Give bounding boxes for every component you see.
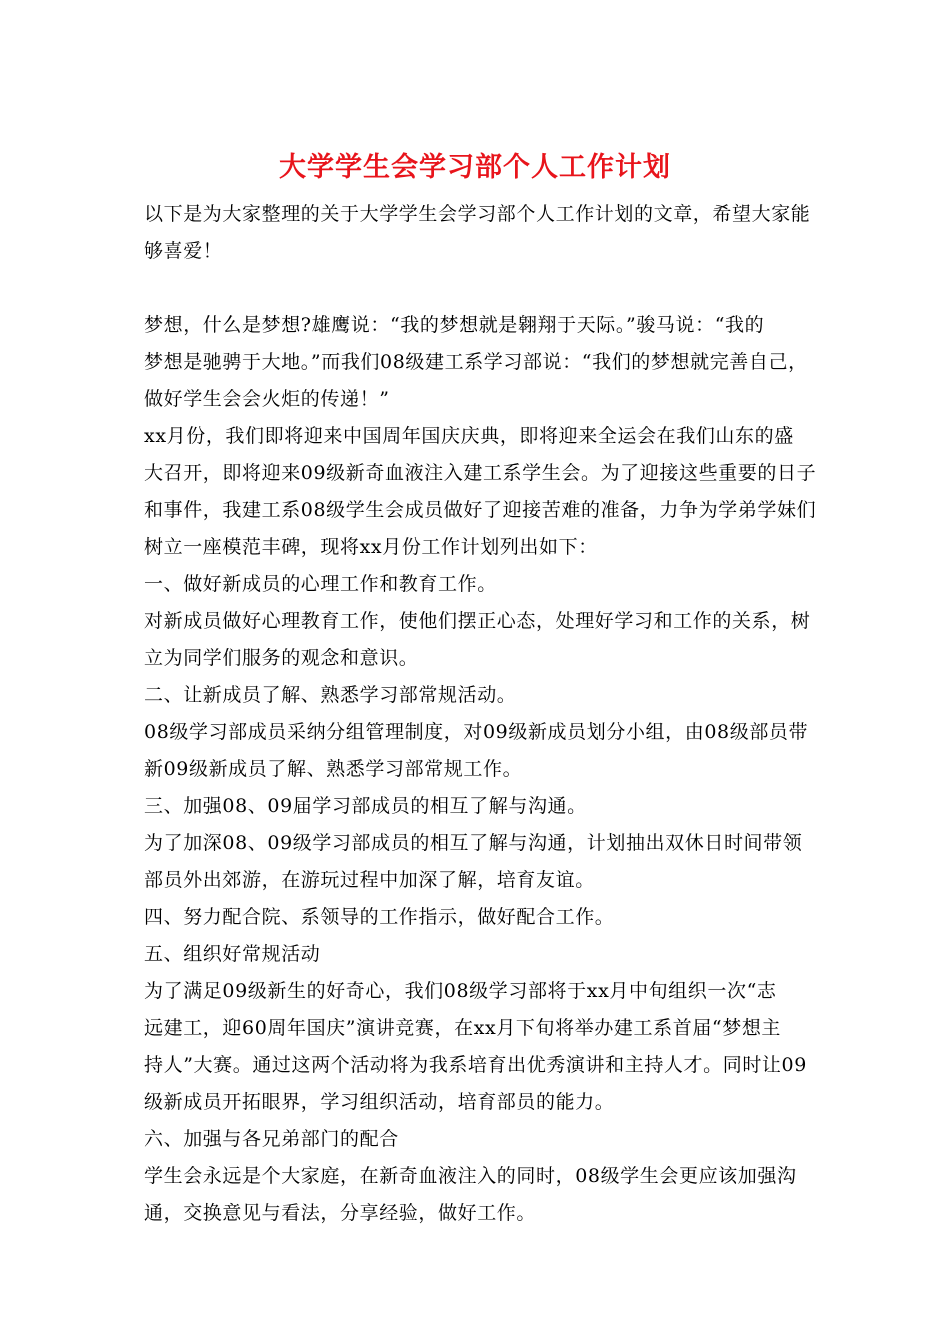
paragraph-line: 六、加强与各兄弟部门的配合	[144, 1128, 399, 1150]
paragraph-line: 够喜爱！	[144, 240, 223, 262]
paragraph-line: 树立一座模范丰碑，现将xx月份工作计划列出如下：	[144, 536, 598, 558]
paragraph-line: 级新成员开拓眼界，学习组织活动，培育部员的能力。	[144, 1091, 615, 1113]
paragraph-line: 部员外出郊游，在游玩过程中加深了解，培育友谊。	[144, 869, 595, 891]
paragraph-line: 四、努力配合院、系领导的工作指示，做好配合工作。	[144, 906, 615, 928]
paragraph-line: 立为同学们服务的观念和意识。	[144, 647, 419, 669]
paragraph-line: 为了加深08、09级学习部成员的相互了解与沟通，计划抽出双休日时间带领	[144, 832, 803, 854]
document-title: 大学学生会学习部个人工作计划	[279, 152, 671, 183]
paragraph-line: 梦想是驰骋于大地。”而我们08级建工系学习部说：“我们的梦想就完善自己，	[144, 351, 808, 373]
paragraph-line: 对新成员做好心理教育工作，使他们摆正心态，处理好学习和工作的关系，树	[144, 610, 811, 632]
paragraph-line: 以下是为大家整理的关于大学学生会学习部个人工作计划的文章，希望大家能	[144, 203, 811, 225]
paragraph-line: 为了满足09级新生的好奇心，我们08级学习部将于xx月中旬组织一次“志	[144, 980, 777, 1002]
paragraph-line: 二、让新成员了解、熟悉学习部常规活动。	[144, 684, 517, 706]
paragraph-line: 五、组织好常规活动	[144, 943, 321, 965]
blank-line	[144, 270, 812, 307]
paragraph-line: 三、加强08、09届学习部成员的相互了解与沟通。	[144, 795, 587, 817]
paragraph-line: 和事件，我建工系08级学生会成员做好了迎接苦难的准备，力争为学弟学妹们	[144, 499, 817, 521]
paragraph-line: xx月份，我们即将迎来中国周年国庆庆典，即将迎来全运会在我们山东的盛	[144, 425, 794, 447]
paragraph-line: 持人”大赛。通过这两个活动将为我系培育出优秀演讲和主持人才。同时让09	[144, 1054, 807, 1076]
paragraph-line: 远建工，迎60周年国庆”演讲竞赛，在xx月下旬将举办建工系首届“梦想主	[144, 1017, 782, 1039]
paragraph-line: 大召开，即将迎来09级新奇血液注入建工系学生会。为了迎接这些重要的日子	[144, 462, 817, 484]
paragraph-line: 一、做好新成员的心理工作和教育工作。	[144, 573, 497, 595]
paragraph-line: 梦想，什么是梦想?雄鹰说：“我的梦想就是翱翔于天际。”骏马说：“我的	[144, 314, 765, 336]
document-body	[144, 196, 817, 1232]
paragraph-line: 做好学生会会火炬的传递！”	[144, 388, 390, 410]
paragraph-line: 新09级新成员了解、熟悉学习部常规工作。	[144, 758, 523, 780]
paragraph-line: 08级学习部成员采纳分组管理制度，对09级新成员划分小组，由08级部员带	[144, 721, 809, 743]
paragraph-line: 学生会永远是个大家庭，在新奇血液注入的同时，08级学生会更应该加强沟	[144, 1165, 797, 1187]
paragraph-line: 通，交换意见与看法，分享经验，做好工作。	[144, 1202, 537, 1224]
